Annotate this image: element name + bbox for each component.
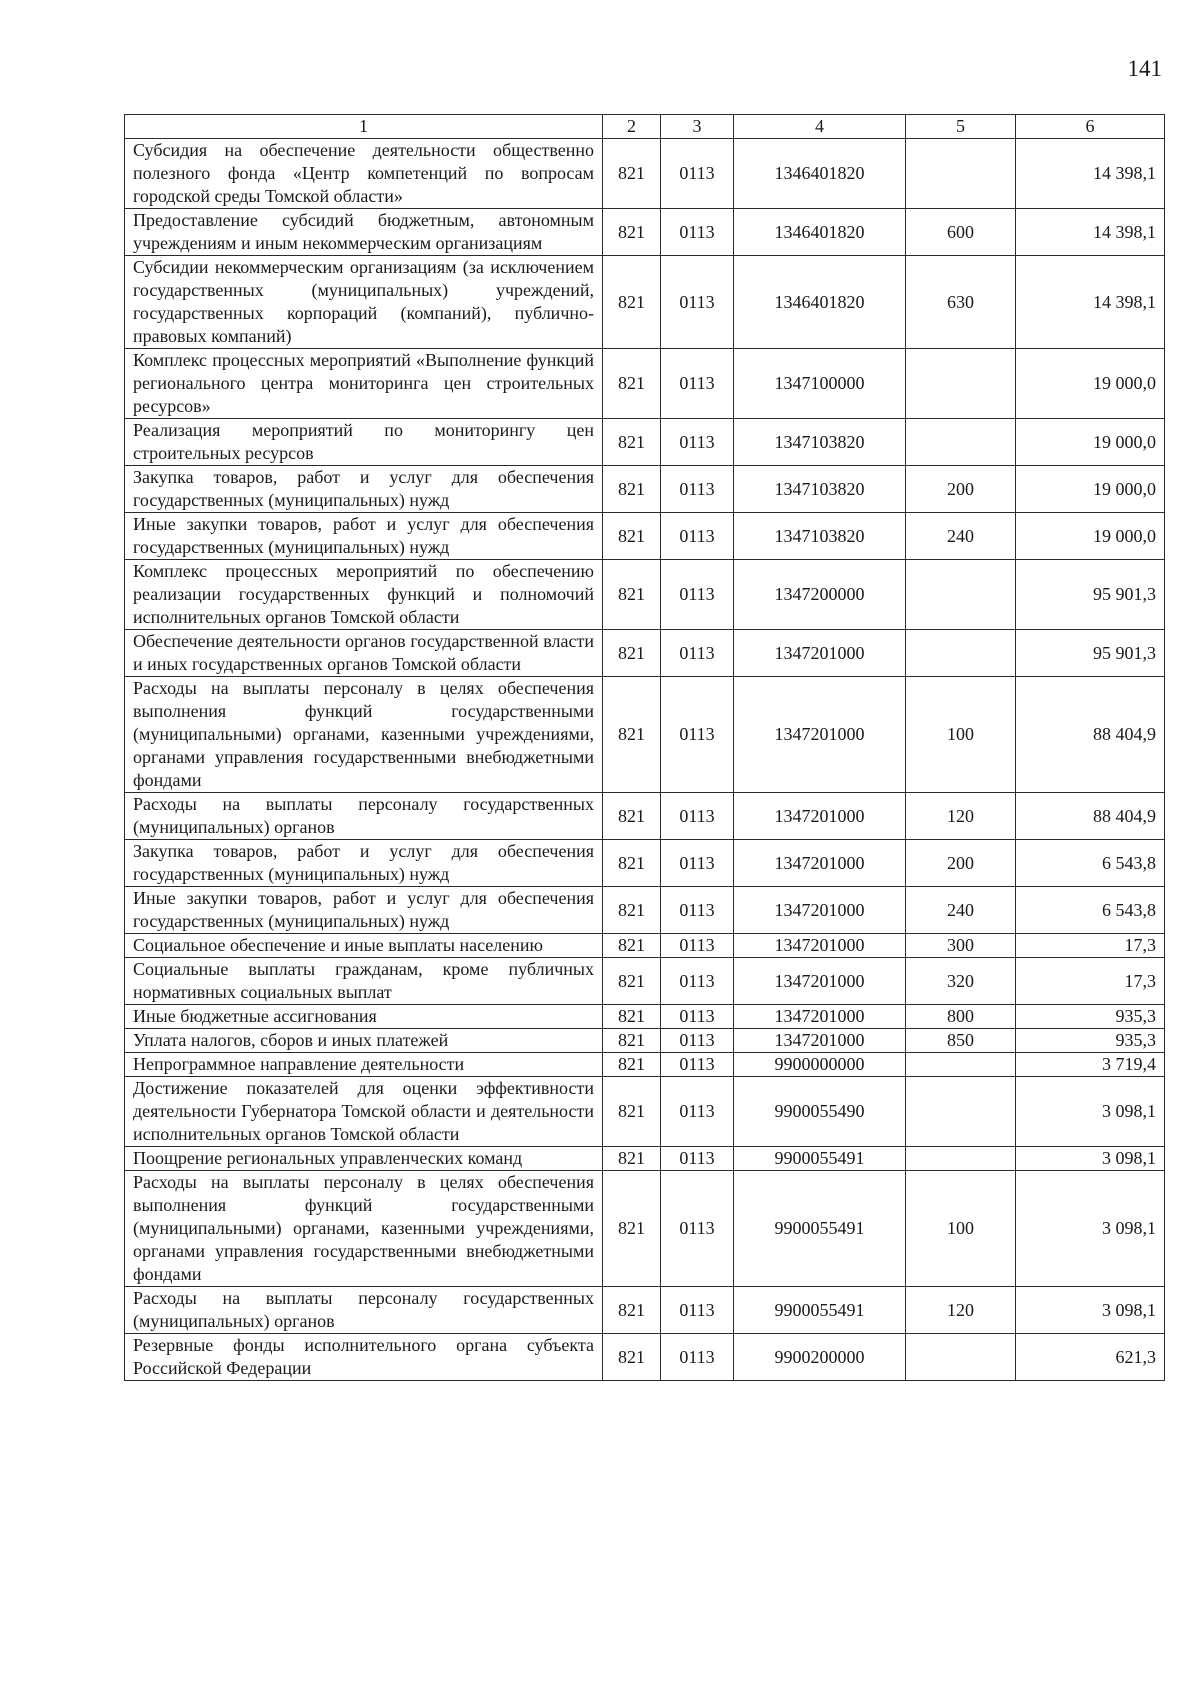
cell-target-article: 1347103820 xyxy=(734,419,906,466)
cell-expense-type xyxy=(906,1334,1016,1381)
row-name: Реализация мероприятий по мониторингу цен строительных ресурсов xyxy=(125,419,603,466)
cell-ministry: 821 xyxy=(603,209,661,256)
row-name: Комплекс процессных мероприятий по обеспечению реализации государственных функций и полномочий исполнительных органов Томской области xyxy=(125,560,603,630)
cell-ministry: 821 xyxy=(603,513,661,560)
cell-expense-type: 200 xyxy=(906,466,1016,513)
cell-ministry: 821 xyxy=(603,419,661,466)
row-name: Предоставление субсидий бюджетным, автономным учреждениям и иным некоммерческим организациям xyxy=(125,209,603,256)
table-row xyxy=(125,466,1165,513)
cell-amount: 95 901,3 xyxy=(1016,560,1165,630)
cell-expense-type xyxy=(906,349,1016,419)
row-name: Субсидии некоммерческим организациям (за исключением государственных (муниципальных) учреждений, государственных корпораций (компаний), публично-правовых компаний) xyxy=(125,256,603,349)
cell-ministry: 821 xyxy=(603,887,661,934)
row-name: Иные бюджетные ассигнования xyxy=(125,1005,603,1029)
table-row xyxy=(125,139,1165,209)
table-row xyxy=(125,513,1165,560)
cell-amount: 14 398,1 xyxy=(1016,256,1165,349)
cell-ministry: 821 xyxy=(603,256,661,349)
cell-amount: 19 000,0 xyxy=(1016,466,1165,513)
row-name: Иные закупки товаров, работ и услуг для обеспечения государственных (муниципальных) нужд xyxy=(125,887,603,934)
cell-ministry: 821 xyxy=(603,1334,661,1381)
cell-ministry: 821 xyxy=(603,466,661,513)
cell-section: 0113 xyxy=(661,349,734,419)
cell-target-article: 1347201000 xyxy=(734,958,906,1005)
cell-expense-type: 120 xyxy=(906,793,1016,840)
table-row xyxy=(125,1077,1165,1147)
table-body xyxy=(125,139,1165,1381)
cell-section: 0113 xyxy=(661,840,734,887)
header-col-5: 5 xyxy=(906,115,1016,139)
cell-target-article: 9900055491 xyxy=(734,1287,906,1334)
cell-amount: 17,3 xyxy=(1016,934,1165,958)
cell-section: 0113 xyxy=(661,139,734,209)
cell-amount: 95 901,3 xyxy=(1016,630,1165,677)
cell-expense-type: 120 xyxy=(906,1287,1016,1334)
page-number: 141 xyxy=(1127,56,1162,81)
cell-amount: 19 000,0 xyxy=(1016,419,1165,466)
table-row xyxy=(125,1171,1165,1287)
cell-target-article: 1347103820 xyxy=(734,513,906,560)
cell-target-article: 1347201000 xyxy=(734,934,906,958)
cell-section: 0113 xyxy=(661,560,734,630)
cell-target-article: 1347103820 xyxy=(734,466,906,513)
cell-target-article: 1347201000 xyxy=(734,840,906,887)
table-row xyxy=(125,1287,1165,1334)
cell-section: 0113 xyxy=(661,1005,734,1029)
cell-expense-type: 100 xyxy=(906,677,1016,793)
cell-target-article: 9900055491 xyxy=(734,1171,906,1287)
cell-amount: 3 098,1 xyxy=(1016,1287,1165,1334)
cell-ministry: 821 xyxy=(603,349,661,419)
cell-amount: 3 098,1 xyxy=(1016,1147,1165,1171)
cell-target-article: 1347201000 xyxy=(734,677,906,793)
cell-amount: 17,3 xyxy=(1016,958,1165,1005)
row-name: Закупка товаров, работ и услуг для обеспечения государственных (муниципальных) нужд xyxy=(125,840,603,887)
cell-ministry: 821 xyxy=(603,677,661,793)
header-col-1: 1 xyxy=(125,115,603,139)
table-row xyxy=(125,560,1165,630)
table-row xyxy=(125,793,1165,840)
cell-amount: 14 398,1 xyxy=(1016,139,1165,209)
row-name: Достижение показателей для оценки эффективности деятельности Губернатора Томской области и деятельности исполнительных органов Томской области xyxy=(125,1077,603,1147)
table-row xyxy=(125,934,1165,958)
cell-ministry: 821 xyxy=(603,934,661,958)
table-row xyxy=(125,887,1165,934)
table-row xyxy=(125,677,1165,793)
cell-amount: 3 098,1 xyxy=(1016,1171,1165,1287)
cell-ministry: 821 xyxy=(603,1029,661,1053)
cell-expense-type xyxy=(906,1147,1016,1171)
cell-expense-type: 300 xyxy=(906,934,1016,958)
cell-target-article: 9900000000 xyxy=(734,1053,906,1077)
cell-expense-type: 850 xyxy=(906,1029,1016,1053)
row-name: Обеспечение деятельности органов государственной власти и иных государственных органов Томской области xyxy=(125,630,603,677)
cell-expense-type: 800 xyxy=(906,1005,1016,1029)
cell-section: 0113 xyxy=(661,677,734,793)
cell-expense-type xyxy=(906,560,1016,630)
cell-section: 0113 xyxy=(661,419,734,466)
table-row xyxy=(125,840,1165,887)
table-row xyxy=(125,1147,1165,1171)
table-row xyxy=(125,958,1165,1005)
cell-ministry: 821 xyxy=(603,630,661,677)
cell-ministry: 821 xyxy=(603,1053,661,1077)
row-name: Социальные выплаты гражданам, кроме публичных нормативных социальных выплат xyxy=(125,958,603,1005)
header-col-3: 3 xyxy=(661,115,734,139)
cell-target-article: 9900055490 xyxy=(734,1077,906,1147)
cell-ministry: 821 xyxy=(603,139,661,209)
row-name: Закупка товаров, работ и услуг для обеспечения государственных (муниципальных) нужд xyxy=(125,466,603,513)
table-row xyxy=(125,1334,1165,1381)
cell-target-article: 1346401820 xyxy=(734,139,906,209)
cell-ministry: 821 xyxy=(603,1287,661,1334)
row-name: Расходы на выплаты персоналу в целях обеспечения выполнения функций государственными (муниципальными) органами, казенными учреждениями, органами управления государственными внебюджетными фондами xyxy=(125,677,603,793)
table-row xyxy=(125,630,1165,677)
row-name: Расходы на выплаты персоналу государственных (муниципальных) органов xyxy=(125,1287,603,1334)
table-row xyxy=(125,256,1165,349)
table-row xyxy=(125,349,1165,419)
cell-target-article: 1347201000 xyxy=(734,887,906,934)
cell-ministry: 821 xyxy=(603,793,661,840)
cell-target-article: 1347201000 xyxy=(734,1029,906,1053)
cell-amount: 19 000,0 xyxy=(1016,349,1165,419)
cell-amount: 19 000,0 xyxy=(1016,513,1165,560)
row-name: Социальное обеспечение и иные выплаты населению xyxy=(125,934,603,958)
cell-section: 0113 xyxy=(661,1053,734,1077)
cell-target-article: 1346401820 xyxy=(734,209,906,256)
cell-target-article: 9900200000 xyxy=(734,1334,906,1381)
table-row xyxy=(125,419,1165,466)
cell-ministry: 821 xyxy=(603,1147,661,1171)
cell-expense-type xyxy=(906,139,1016,209)
cell-expense-type: 100 xyxy=(906,1171,1016,1287)
cell-ministry: 821 xyxy=(603,1077,661,1147)
cell-target-article: 1347100000 xyxy=(734,349,906,419)
row-name: Поощрение региональных управленческих команд xyxy=(125,1147,603,1171)
row-name: Непрограммное направление деятельности xyxy=(125,1053,603,1077)
cell-amount: 88 404,9 xyxy=(1016,793,1165,840)
row-name: Иные закупки товаров, работ и услуг для обеспечения государственных (муниципальных) нужд xyxy=(125,513,603,560)
cell-section: 0113 xyxy=(661,1077,734,1147)
cell-amount: 621,3 xyxy=(1016,1334,1165,1381)
header-col-2: 2 xyxy=(603,115,661,139)
cell-section: 0113 xyxy=(661,513,734,560)
row-name: Уплата налогов, сборов и иных платежей xyxy=(125,1029,603,1053)
cell-target-article: 1346401820 xyxy=(734,256,906,349)
cell-expense-type xyxy=(906,1077,1016,1147)
cell-section: 0113 xyxy=(661,466,734,513)
cell-expense-type: 600 xyxy=(906,209,1016,256)
cell-amount: 14 398,1 xyxy=(1016,209,1165,256)
budget-table xyxy=(124,114,1165,1381)
cell-amount: 935,3 xyxy=(1016,1029,1165,1053)
cell-section: 0113 xyxy=(661,1171,734,1287)
table-row xyxy=(125,209,1165,256)
cell-target-article: 1347201000 xyxy=(734,793,906,840)
cell-amount: 935,3 xyxy=(1016,1005,1165,1029)
cell-section: 0113 xyxy=(661,934,734,958)
table-row xyxy=(125,1005,1165,1029)
cell-expense-type: 240 xyxy=(906,513,1016,560)
cell-ministry: 821 xyxy=(603,958,661,1005)
row-name: Резервные фонды исполнительного органа субъекта Российской Федерации xyxy=(125,1334,603,1381)
row-name: Субсидия на обеспечение деятельности общественно полезного фонда «Центр компетенций по вопросам городской среды Томской области» xyxy=(125,139,603,209)
cell-expense-type xyxy=(906,1053,1016,1077)
cell-section: 0113 xyxy=(661,1147,734,1171)
header-row xyxy=(125,115,1165,139)
cell-expense-type xyxy=(906,630,1016,677)
cell-amount: 3 719,4 xyxy=(1016,1053,1165,1077)
cell-amount: 3 098,1 xyxy=(1016,1077,1165,1147)
cell-amount: 88 404,9 xyxy=(1016,677,1165,793)
header-col-6: 6 xyxy=(1016,115,1165,139)
cell-target-article: 1347201000 xyxy=(734,1005,906,1029)
cell-expense-type: 200 xyxy=(906,840,1016,887)
cell-target-article: 1347200000 xyxy=(734,560,906,630)
row-name: Расходы на выплаты персоналу государственных (муниципальных) органов xyxy=(125,793,603,840)
header-col-4: 4 xyxy=(734,115,906,139)
cell-section: 0113 xyxy=(661,793,734,840)
row-name: Расходы на выплаты персоналу в целях обеспечения выполнения функций государственными (муниципальными) органами, казенными учреждениями, органами управления государственными внебюджетными фондами xyxy=(125,1171,603,1287)
cell-expense-type: 320 xyxy=(906,958,1016,1005)
cell-expense-type: 240 xyxy=(906,887,1016,934)
cell-ministry: 821 xyxy=(603,560,661,630)
cell-section: 0113 xyxy=(661,1029,734,1053)
cell-section: 0113 xyxy=(661,209,734,256)
table-row xyxy=(125,1053,1165,1077)
cell-ministry: 821 xyxy=(603,1171,661,1287)
cell-expense-type xyxy=(906,419,1016,466)
cell-ministry: 821 xyxy=(603,840,661,887)
cell-target-article: 1347201000 xyxy=(734,630,906,677)
cell-section: 0113 xyxy=(661,958,734,1005)
cell-amount: 6 543,8 xyxy=(1016,840,1165,887)
cell-section: 0113 xyxy=(661,887,734,934)
table-row xyxy=(125,1029,1165,1053)
row-name: Комплекс процессных мероприятий «Выполнение функций регионального центра мониторинга цен строительных ресурсов» xyxy=(125,349,603,419)
cell-section: 0113 xyxy=(661,256,734,349)
cell-section: 0113 xyxy=(661,1287,734,1334)
cell-amount: 6 543,8 xyxy=(1016,887,1165,934)
cell-section: 0113 xyxy=(661,630,734,677)
cell-expense-type: 630 xyxy=(906,256,1016,349)
cell-ministry: 821 xyxy=(603,1005,661,1029)
cell-section: 0113 xyxy=(661,1334,734,1381)
cell-target-article: 9900055491 xyxy=(734,1147,906,1171)
